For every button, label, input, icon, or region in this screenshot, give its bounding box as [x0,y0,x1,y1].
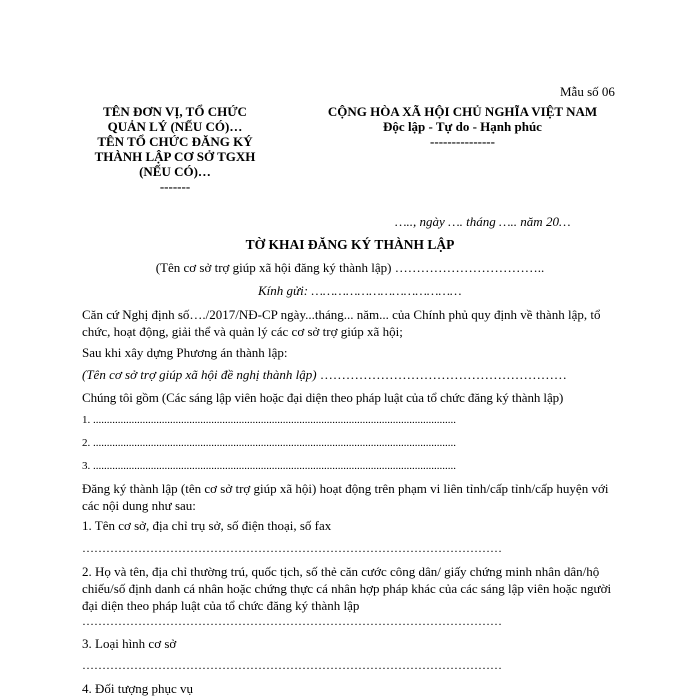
national-motto: Độc lập - Tự do - Hạnh phúc [383,119,542,134]
org-line-4: THÀNH LẬP CƠ SỞ TGXH [94,149,256,164]
proposed-name-label: (Tên cơ sở trợ giúp xã hội đề nghị thành lập) [82,367,317,382]
item-4-label: 4. Đối tượng phục vụ [82,681,194,696]
item-2-dotted-line: …………………………………………………………………………………………… [82,614,502,628]
organization-header [70,104,280,194]
member-line-3: 3. .................................................................................................................................... [82,460,456,472]
org-line-3: TÊN TỔ CHỨC ĐĂNG KÝ [97,134,253,149]
proposed-name-line [82,366,627,383]
motto-rule: --------------- [430,134,495,149]
item-3-dotted-line: …………………………………………………………………………………………… [82,658,502,672]
recipient-line: Kính gửi: ………………………………… [258,283,462,298]
form-number: Mẫu số 06 [560,84,615,99]
item-1-dotted-line: …………………………………………………………………………………………… [82,541,502,555]
org-rule: ------- [159,179,191,194]
item-2-label: 2. Họ và tên, địa chỉ thường trú, quốc tịch, số thẻ căn cước công dân/ giấy chứng minh nhân dân/hộ chiếu/số định danh cá nhân hoặc chứng thực cá nhân hợp pháp khác của các sáng lập viên hoặc người đại diện theo pháp luật của tổ chức đăng ký thành lập [82,564,612,613]
after-plan-text: Sau khi xây dựng Phương án thành lập: [82,345,288,360]
member-line-1: 1. .................................................................................................................................... [82,414,456,426]
org-line-1: TÊN ĐƠN VỊ, TỔ CHỨC [103,104,247,119]
item-1-label: 1. Tên cơ sở, địa chỉ trụ sở, số điện thoại, số fax [82,518,332,533]
registration-text: Đăng ký thành lập (tên cơ sở trợ giúp xã hội) hoạt động trên phạm vi liên tỉnh/cấp tỉnh/cấp huyện với các nội dung như sau: [82,481,609,513]
we-include-text: Chúng tôi gồm (Các sáng lập viên hoặc đại diện theo pháp luật của tổ chức đăng ký thành lập) [82,390,564,405]
proposed-name-field: ………………………………………………… [316,367,567,382]
item-3-label: 3. Loại hình cơ sở [82,636,177,651]
org-line-2: QUẢN LÝ (NẾU CÓ)… [107,119,243,134]
country-name: CỘNG HÒA XÃ HỘI CHỦ NGHĨA VIỆT NAM [327,104,598,119]
national-header [275,104,650,149]
document-subtitle: (Tên cơ sở trợ giúp xã hội đăng ký thành lập) …………………………….. [155,260,545,275]
legal-basis: Căn cứ Nghị định số…./2017/NĐ-CP ngày...tháng... năm... của Chính phủ quy định về thành lập, tổ chức, hoạt động, giải thể và quản lý các cơ sở trợ giúp xã hội; [82,307,601,339]
member-line-2: 2. .................................................................................................................................... [82,437,456,449]
org-line-5: (NẾU CÓ)… [139,164,211,179]
date-line: ….., ngày …. tháng ….. năm 20… [395,214,571,229]
document-title: TỜ KHAI ĐĂNG KÝ THÀNH LẬP [245,237,455,252]
